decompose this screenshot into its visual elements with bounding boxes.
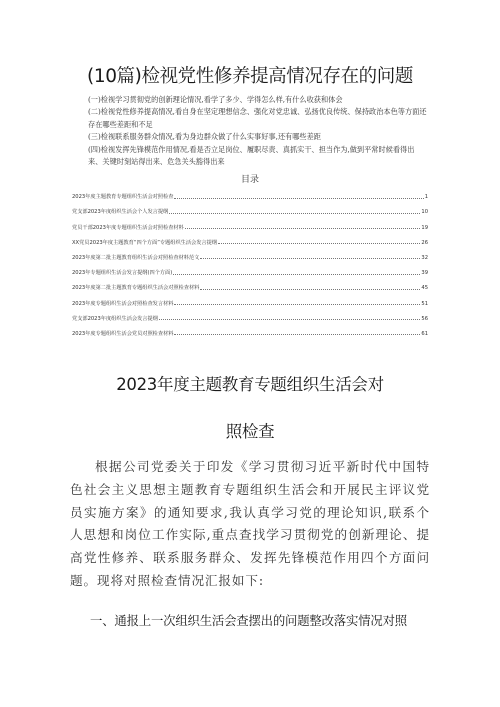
toc-leader-dots <box>169 213 420 214</box>
toc-entry-page: 56 <box>421 315 428 322</box>
toc-entry[interactable] <box>72 200 428 215</box>
document-title: (10篇)检视党性修养提高情况存在的问题 <box>87 66 413 87</box>
body-text <box>70 456 430 593</box>
toc-entry[interactable] <box>72 276 428 291</box>
toc-entry-title: 2023年度第二批主题教育组织生活会对照检查材料范文 <box>72 254 200 261</box>
toc-entry-title: 2023年度主题教育专题组织生活会对照检查 <box>72 194 174 201</box>
toc-leader-dots <box>218 243 420 244</box>
toc-entry[interactable] <box>72 307 428 322</box>
toc-leader-dots <box>173 274 420 275</box>
body-paragraph: 根据公司党委关于印发《学习贯彻习近平新时代中国特色社会主义思想主题教育专题组织生活会和开展民主评议党员实施方案》的通知要求,我认真学习党的理论知识,联系个人思想和岗位工作实际,重点查找学习贯彻党的创新理论、提高党性修养、联系服务群众、发挥先锋模范作用四个方面问题。现将对照检查情况汇报如下: <box>70 459 430 588</box>
toc-entry-title: 党支部2023年度组织生活会发言提纲 <box>72 315 158 322</box>
section-title-continued: 照检查 <box>225 422 275 441</box>
toc-entry-page: 19 <box>421 224 428 231</box>
toc-entry-page: 1 <box>424 194 428 201</box>
intro-item: (四)检视发挥先锋模范作用情况,看是否立足岗位、履职尽责、真抓实干、担当作为,做到平常时候看得出来、关键时刻站得出来、危急关头豁得出来 <box>88 144 415 167</box>
toc-entry-page: 45 <box>421 285 428 292</box>
toc-entry[interactable] <box>72 291 428 306</box>
toc-leader-dots <box>159 319 421 320</box>
toc-entry-page: 61 <box>421 330 428 337</box>
toc-entry[interactable] <box>72 215 428 230</box>
toc-leader-dots <box>200 289 420 290</box>
toc-entry-page: 10 <box>421 209 428 216</box>
sub-heading: 一、通报上一次组织生活会查摆出的问题整改落实情况对照 <box>90 613 407 628</box>
toc-entry-title: 2023年度专题组织生活会对照检查发言材料 <box>72 300 174 307</box>
table-of-contents <box>72 185 428 337</box>
toc-entry-title: 2023年度专题组织生活会党员对照检查材料 <box>72 330 174 337</box>
toc-entry[interactable] <box>72 322 428 337</box>
intro-list <box>88 94 428 168</box>
toc-entry-page: 51 <box>421 300 428 307</box>
intro-item: (一)检视学习贯彻党的创新理论情况,看学了多少、学得怎么样,有什么收获和体会 <box>88 95 343 104</box>
toc-entry-title: XX党员2023年度主题教育“四个方面”专题组织生活会发言提纲 <box>72 239 217 246</box>
intro-item: (三)检视联系服务群众情况,看为身边群众做了什么实事好事,还有哪些差距 <box>88 132 321 142</box>
toc-leader-dots <box>200 258 420 259</box>
toc-entry[interactable] <box>72 261 428 276</box>
section-title: 2023年度主题教育专题组织生活会对 <box>116 375 384 394</box>
toc-entry-title: 党支部2023年度组织生活会个人发言提纲 <box>72 209 169 216</box>
toc-entry-title: 党员干部2023年度专题组织生活会对照检查材料 <box>72 224 184 231</box>
toc-leader-dots <box>174 198 423 199</box>
toc-heading: 目录 <box>240 175 259 185</box>
intro-item: (二)检视党性修养提高情况,看自身在坚定理想信念、强化对党忠诚、弘扬优良传统、保持政治本色等方面还存在哪些差距和不足 <box>88 107 427 129</box>
toc-leader-dots <box>185 228 421 229</box>
toc-entry[interactable] <box>72 231 428 246</box>
toc-entry-page: 26 <box>421 239 428 246</box>
toc-entry-page: 32 <box>421 254 428 261</box>
toc-leader-dots <box>174 334 420 335</box>
toc-entry-title: 2023年度第二批主题教育专题组织生活会对照检查材料 <box>72 285 200 292</box>
toc-entry-title: 2023年专题组织生活会发言提纲(四个方面) <box>72 270 173 277</box>
toc-entry[interactable] <box>72 185 428 200</box>
toc-entry[interactable] <box>72 246 428 261</box>
toc-leader-dots <box>174 304 420 305</box>
toc-entry-page: 39 <box>421 270 428 277</box>
